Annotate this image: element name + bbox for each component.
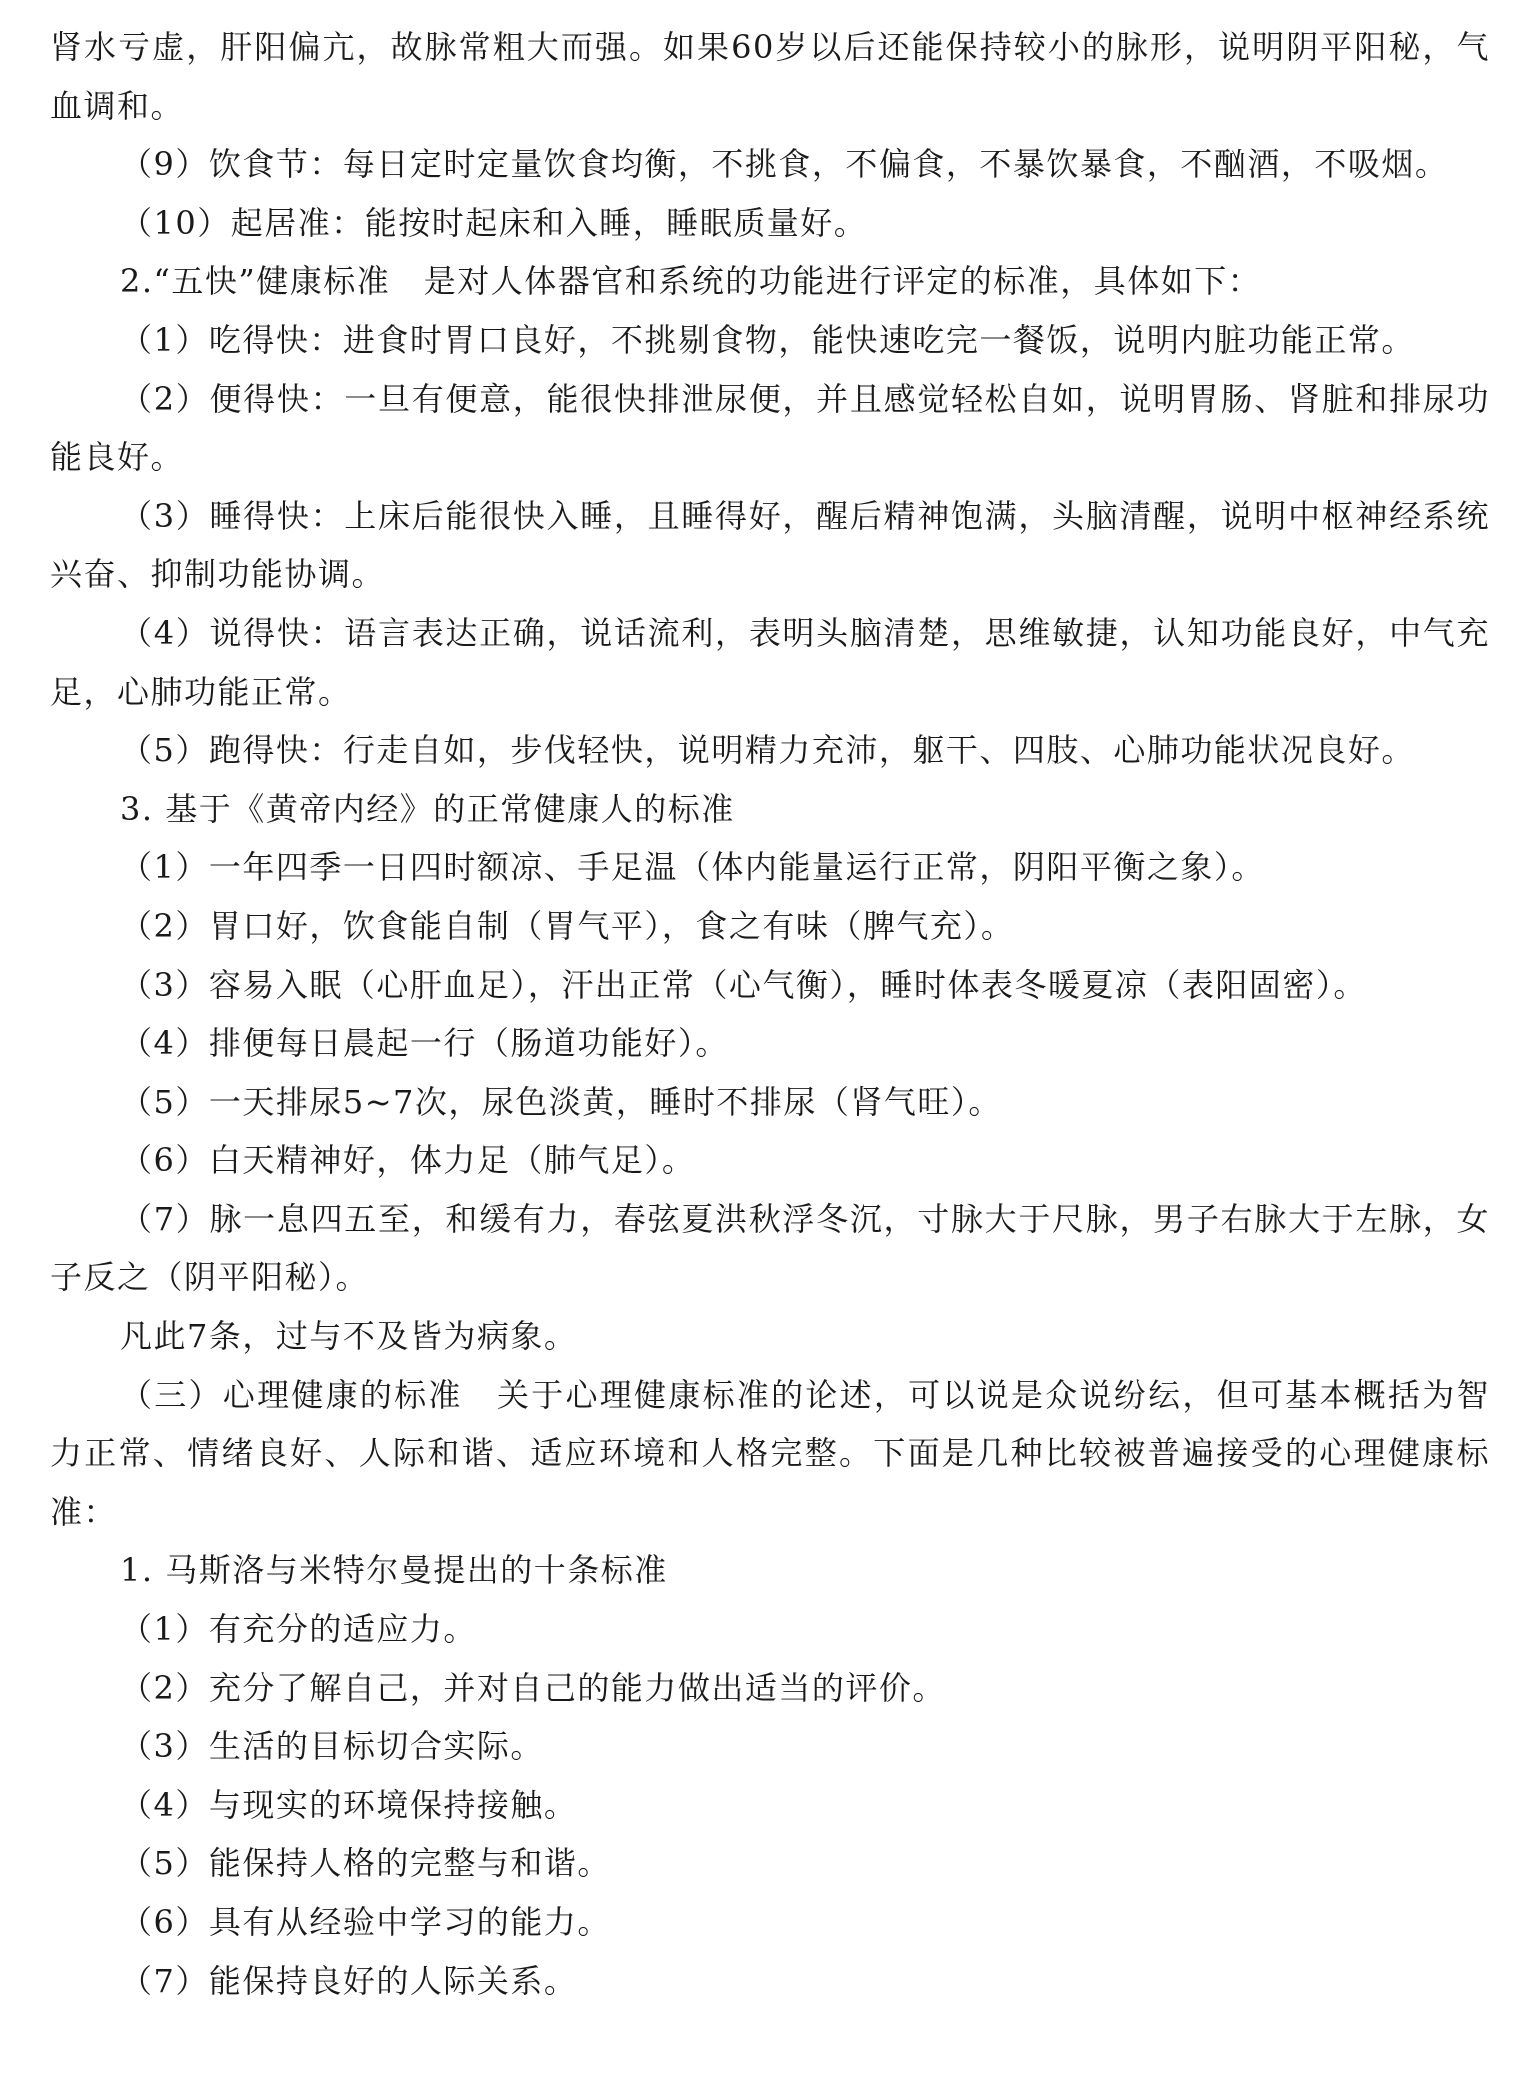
paragraph-neijing-item-3: （3）容易入眠（心肝血足），汗出正常（心气衡），睡时体表冬暖夏凉（表阳固密）。	[120, 965, 1367, 1004]
paragraph-neijing-item-7: （7）脉一息四五至，和缓有力，春弦夏洪秋浮冬沉，寸脉大于尺脉，男子右脉大于左脉，女子反之（阴平阳秘）。	[50, 1199, 1490, 1297]
list-item-mental-3: （3）生活的目标切合实际。	[120, 1727, 544, 1766]
paragraph-neijing-item-5: （5）一天排尿5~7次，尿色淡黄，睡时不排尿（肾气旺）。	[120, 1082, 1002, 1121]
heading-huangdi-neijing-standard: 3. 基于《黄帝内经》的正常健康人的标准	[120, 789, 735, 828]
paragraph-eat-fast: （1）吃得快：进食时胃口良好，不挑剔食物，能快速吃完一餐饭，说明内脏功能正常。	[120, 320, 1415, 359]
list-item-mental-7: （7）能保持良好的人际关系。	[120, 1961, 578, 2000]
paragraph-neijing-item-6: （6）白天精神好，体力足（肺气足）。	[120, 1141, 696, 1180]
paragraph-mental-health-intro: （三）心理健康的标准 关于心理健康标准的论述，可以说是众说纷纭，但可基本概括为智力正常、情绪良好、人际和谐、适应环境和人格完整。下面是几种比较被普遍接受的心理健康标准：	[50, 1375, 1490, 1531]
document-page	[50, 18, 1490, 2010]
list-item-mental-5: （5）能保持人格的完整与和谐。	[120, 1844, 611, 1883]
paragraph-speak-fast: （4）说得快：语言表达正确，说话流利，表明头脑清楚，思维敏捷，认知功能良好，中气充足，心肺功能正常。	[50, 613, 1490, 711]
paragraph-seven-items-summary: 凡此7条，过与不及皆为病象。	[120, 1317, 578, 1356]
paragraph-walk-fast: （5）跑得快：行走自如，步伐轻快，说明精力充沛，躯干、四肢、心肺功能状况良好。	[120, 731, 1415, 770]
heading-five-fast-standard: 2.“五快”健康标准 是对人体器官和系统的功能进行评定的标准，具体如下：	[120, 262, 1262, 301]
list-item-mental-4: （4）与现实的环境保持接触。	[120, 1785, 578, 1824]
paragraph-diet-regular: （9）饮食节：每日定时定量饮食均衡，不挑食，不偏食，不暴饮暴食，不酗酒，不吸烟。	[120, 145, 1449, 184]
paragraph-sleep-schedule: （10）起居准：能按时起床和入睡，睡眠质量好。	[120, 203, 868, 242]
list-item-mental-1: （1）有充分的适应力。	[120, 1610, 477, 1649]
list-item-mental-6: （6）具有从经验中学习的能力。	[120, 1903, 611, 1941]
paragraph-neijing-item-1: （1）一年四季一日四时额凉、手足温（体内能量运行正常，阴阳平衡之象）。	[120, 848, 1265, 887]
list-item-mental-2: （2）充分了解自己，并对自己的能力做出适当的评价。	[120, 1668, 946, 1707]
paragraph-neijing-item-4: （4）排便每日晨起一行（肠道功能好）。	[120, 1024, 729, 1063]
paragraph-pulse-continuation: 肾水亏虚，肝阳偏亢，故脉常粗大而强。如果60岁以后还能保持较小的脉形，说明阴平阳秘，气血调和。	[50, 28, 1490, 125]
paragraph-neijing-item-2: （2）胃口好，饮食能自制（胃气平），食之有味（脾气充）。	[120, 906, 1015, 945]
paragraph-sleep-fast: （3）睡得快：上床后能很快入睡，且睡得好，醒后精神饱满，头脑清醒，说明中枢神经系统兴奋、抑制功能协调。	[50, 496, 1490, 594]
paragraph-excrete-fast: （2）便得快：一旦有便意，能很快排泄尿便，并且感觉轻松自如，说明胃肠、肾脏和排尿功能良好。	[50, 379, 1490, 477]
heading-maslow-mittelmann-standard: 1. 马斯洛与米特尔曼提出的十条标准	[120, 1551, 668, 1590]
